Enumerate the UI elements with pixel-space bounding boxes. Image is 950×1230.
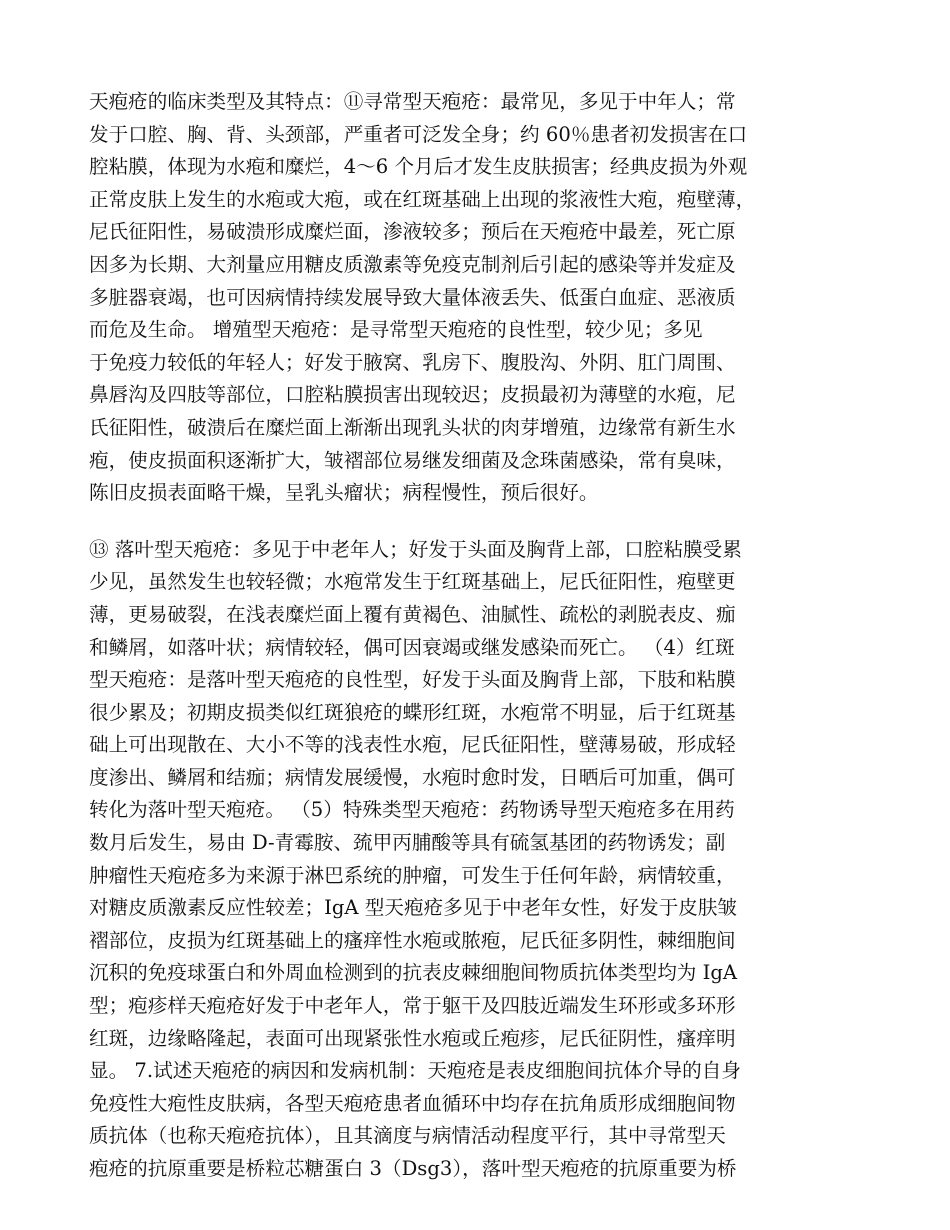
- text-line: 型；疱疹样天疱疮好发于中老年人，常于躯干及四肢近端发生环形或多环形: [89, 994, 736, 1018]
- text-line: 和鳞屑，如落叶状；病情较轻，偶可因衰竭或继发感染而死亡。 （4）红斑: [89, 635, 735, 659]
- text-line: 陈旧皮损表面略干燥，呈乳头瘤状；病程慢性，预后很好。: [89, 481, 599, 505]
- text-line: 少见，虽然发生也较轻微；水疱常发生于红斑基础上，尼氏征阳性，疱壁更: [89, 570, 736, 594]
- text-line: 天疱疮的临床类型及其特点：⑪寻常型天疱疮：最常见，多见于中年人；常: [89, 90, 736, 113]
- text-line: 鼻唇沟及四肢等部位，口腔粘膜损害出现较迟；皮损最初为薄壁的水疱，尼: [89, 383, 736, 407]
- text-line: 度渗出、鳞屑和结痂；病情发展缓慢，水疱时愈时发，日晒后可加重，偶可: [89, 765, 736, 789]
- text-line: 免疫性大疱性皮肤病，各型天疱疮患者血循环中均存在抗角质形成细胞间物: [89, 1091, 736, 1115]
- text-line: 对糖皮质激素反应性较差；IgA 型天疱疮多见于中老年女性，好发于皮肤皱: [89, 896, 738, 920]
- text-line: 数月后发生，易由 D-青霉胺、巯甲丙脯酸等具有硫氢基团的药物诱发；副: [89, 831, 726, 855]
- text-line: 多脏器衰竭，也可因病情持续发展导致大量体液丢失、低蛋白血症、恶液质: [89, 285, 736, 309]
- text-line: 薄，更易破裂，在浅表糜烂面上覆有黄褐色、油腻性、疏松的剥脱表皮、痂: [89, 602, 736, 626]
- text-line: 础上可出现散在、大小不等的浅表性水疱，尼氏征阳性，壁薄易破，形成轻: [89, 733, 736, 757]
- text-line: 而危及生命。 增殖型天疱疮：是寻常型天疱疮的良性型，较少见；多见: [89, 318, 703, 342]
- paragraph-1: [89, 86, 864, 510]
- text-line: 正常皮肤上发生的水疱或大疱，或在红斑基础上出现的浆液性大疱，疱壁薄，: [89, 187, 756, 211]
- paragraph-2: [89, 534, 864, 1186]
- text-line: 疱疮的抗原重要是桥粒芯糖蛋白 3（Dsg3），落叶型天疱疮的抗原重要为桥: [89, 1157, 737, 1180]
- text-line: 于免疫力较低的年轻人；好发于腋窝、乳房下、腹股沟、外阴、肛门周围、: [89, 350, 736, 374]
- paragraph-spacer: [89, 510, 864, 534]
- text-line: 尼氏征阳性，易破溃形成糜烂面，渗液较多；预后在天疱疮中最差，死亡原: [89, 220, 736, 244]
- text-line: 肿瘤性天疱疮多为来源于淋巴系统的肿瘤，可发生于任何年龄，病情较重，: [89, 863, 736, 887]
- text-line: 转化为落叶型天疱疮。 （5）特殊类型天疱疮：药物诱导型天疱疮多在用药: [89, 798, 735, 822]
- text-line: 红斑，边缘略隆起，表面可出现紧张性水疱或丘疱疹，尼氏征阴性，瘙痒明: [89, 1026, 736, 1050]
- text-line: 疱，使皮损面积逐渐扩大，皱褶部位易继发细菌及念珠菌感染，常有臭味，: [89, 448, 736, 472]
- text-line: 质抗体（也称天疱疮抗体），且其滴度与病情活动程度平行，其中寻常型天: [89, 1124, 726, 1148]
- text-line: 褶部位，皮损为红斑基础上的瘙痒性水疱或脓疱，尼氏征多阴性，棘细胞间: [89, 928, 736, 952]
- text-line: 氏征阳性，破溃后在糜烂面上渐渐出现乳头状的肉芽增殖，边缘常有新生水: [89, 415, 736, 439]
- text-line: 沉积的免疫球蛋白和外周血检测到的抗表皮棘细胞间物质抗体类型均为 IgA: [89, 961, 738, 985]
- text-line: 显。 7.试述天疱疮的病因和发病机制：天疱疮是表皮细胞间抗体介导的自身: [89, 1059, 741, 1083]
- text-line: 型天疱疮：是落叶型天疱疮的良性型，好发于头面及胸背上部，下肢和粘膜: [89, 668, 736, 692]
- text-line: 因多为长期、大剂量应用糖皮质激素等免疫克制剂后引起的感染等并发症及: [89, 252, 736, 276]
- text-line: 腔粘膜，体现为水疱和糜烂，4～6 个月后才发生皮肤损害；经典皮损为外观: [89, 155, 748, 179]
- text-line: 发于口腔、胸、背、头颈部，严重者可泛发全身；约 60％患者初发损害在口: [89, 122, 748, 146]
- text-line: 很少累及；初期皮损类似红斑狼疮的蝶形红斑，水疱常不明显，后于红斑基: [89, 700, 736, 724]
- text-line: ⑬ 落叶型天疱疮：多见于中老年人；好发于头面及胸背上部，口腔粘膜受累: [89, 537, 742, 561]
- document-page: [89, 86, 864, 1186]
